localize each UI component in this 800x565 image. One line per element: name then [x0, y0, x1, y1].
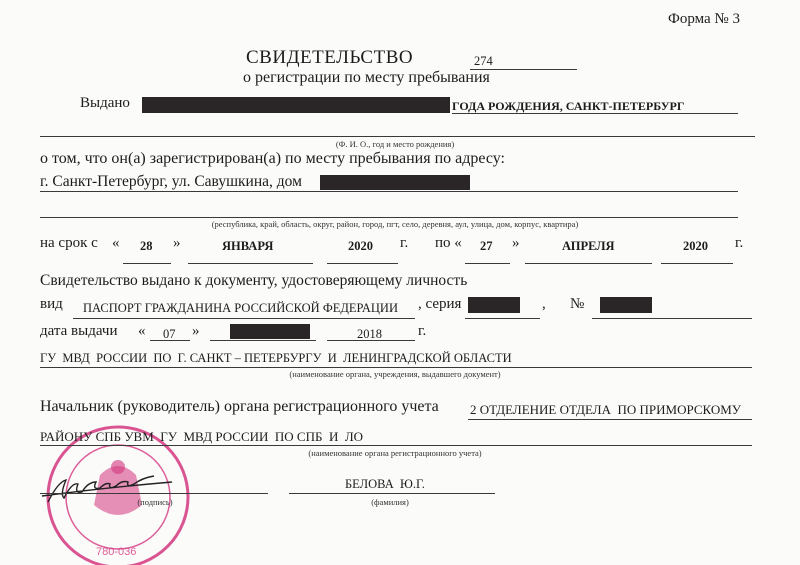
issue-day-line — [150, 340, 190, 341]
authority-value-2: РАЙОНУ СПБ УВМ ГУ МВД РОССИИ ПО СПБ И ЛО — [40, 429, 364, 444]
from-year-line — [327, 263, 398, 264]
redacted-address — [320, 175, 470, 190]
series-line — [465, 318, 540, 319]
issued-to-value: ГОДА РОЖДЕНИЯ, САНКТ-ПЕТЕРБУРГ — [452, 99, 685, 113]
quote: » — [512, 235, 520, 251]
number-label: № — [570, 296, 585, 312]
document-intro: Свидетельство выдано к документу, удостоверяющему личность — [40, 272, 468, 289]
to-year: 2020 — [683, 239, 708, 253]
comma: , — [542, 296, 546, 312]
number-line — [592, 318, 752, 319]
surname: БЕЛОВА Ю.Г. — [345, 477, 425, 491]
issued-to-label: Выдано — [80, 95, 130, 111]
year-suffix: г. — [418, 323, 427, 339]
issue-year: 2018 — [357, 327, 382, 341]
quote: « — [138, 323, 146, 339]
address-line — [40, 191, 738, 192]
quote: « — [112, 235, 120, 251]
form-number: Форма № 3 — [668, 11, 740, 27]
address-line-2 — [40, 217, 738, 218]
authority-value-1: 2 ОТДЕЛЕНИЕ ОТДЕЛА ПО ПРИМОРСКОМУ — [470, 402, 742, 417]
authority-label: Начальник (руководитель) органа регистрационного учета — [40, 398, 439, 415]
quote: » — [192, 323, 200, 339]
stamp-code: 780-036 — [96, 546, 137, 558]
from-month: ЯНВАРЯ — [222, 239, 274, 253]
redacted-number — [600, 297, 652, 313]
issuer: ГУ МВД РОССИИ ПО Г. САНКТ – ПЕТЕРБУРГУ И ЛЕНИНГРАДСКОЙ ОБЛАСТИ — [40, 351, 512, 365]
series-label: , серия — [418, 296, 462, 312]
certificate-number: 274 — [474, 54, 493, 68]
document-type-value: ПАСПОРТ ГРАЖДАНИНА РОССИЙСКОЙ ФЕДЕРАЦИИ — [83, 301, 398, 315]
issued-to-caption: (Ф. И. О., год и место рождения) — [335, 139, 455, 149]
document-type-line — [73, 318, 415, 319]
document-subtitle: о регистрации по месту пребывания — [243, 69, 490, 86]
authority-line-1 — [468, 419, 752, 420]
address-value: г. Санкт-Петербург, ул. Савушкина, дом — [40, 173, 302, 190]
issued-to-line — [452, 113, 738, 114]
from-month-line — [188, 263, 313, 264]
redacted-name — [142, 97, 450, 113]
issue-date-label: дата выдачи — [40, 323, 118, 339]
to-month-line — [525, 263, 652, 264]
to-day-line — [465, 263, 510, 264]
issued-to-line-2 — [40, 136, 755, 137]
signature-line — [40, 493, 268, 494]
registered-text: о том, что он(а) зарегистрирован(а) по месту пребывания по адресу: — [40, 150, 505, 167]
authority-line-2 — [40, 445, 752, 446]
surname-caption: (фамилия) — [371, 497, 409, 507]
from-year: 2020 — [348, 239, 373, 253]
period-label: на срок с — [40, 235, 98, 251]
year-suffix: г. — [400, 235, 409, 251]
to-label: по « — [435, 235, 462, 251]
issuer-line — [40, 367, 752, 368]
document-title: СВИДЕТЕЛЬСТВО — [246, 47, 414, 68]
to-day: 27 — [480, 239, 493, 253]
signature-caption: (подпись) — [137, 497, 173, 507]
issuer-caption: (наименование органа, учреждения, выдавшего документ) — [289, 369, 501, 379]
redacted-issue-month — [230, 324, 310, 339]
surname-line — [289, 493, 495, 494]
authority-caption: (наименование органа регистрационного учета) — [308, 448, 482, 458]
document-type-label: вид — [40, 296, 63, 312]
issue-day: 07 — [163, 327, 176, 341]
from-day-line — [123, 263, 171, 264]
address-caption: (республика, край, область, округ, район, город, пгт, село, деревня, аул, улица, дом, корпус, квартира) — [211, 219, 579, 229]
to-year-line — [661, 263, 733, 264]
quote: » — [173, 235, 181, 251]
from-day: 28 — [140, 239, 153, 253]
year-suffix: г. — [735, 235, 744, 251]
issue-year-line — [327, 340, 415, 341]
to-month: АПРЕЛЯ — [562, 239, 615, 253]
issue-month-line — [210, 340, 316, 341]
redacted-series — [468, 297, 520, 313]
